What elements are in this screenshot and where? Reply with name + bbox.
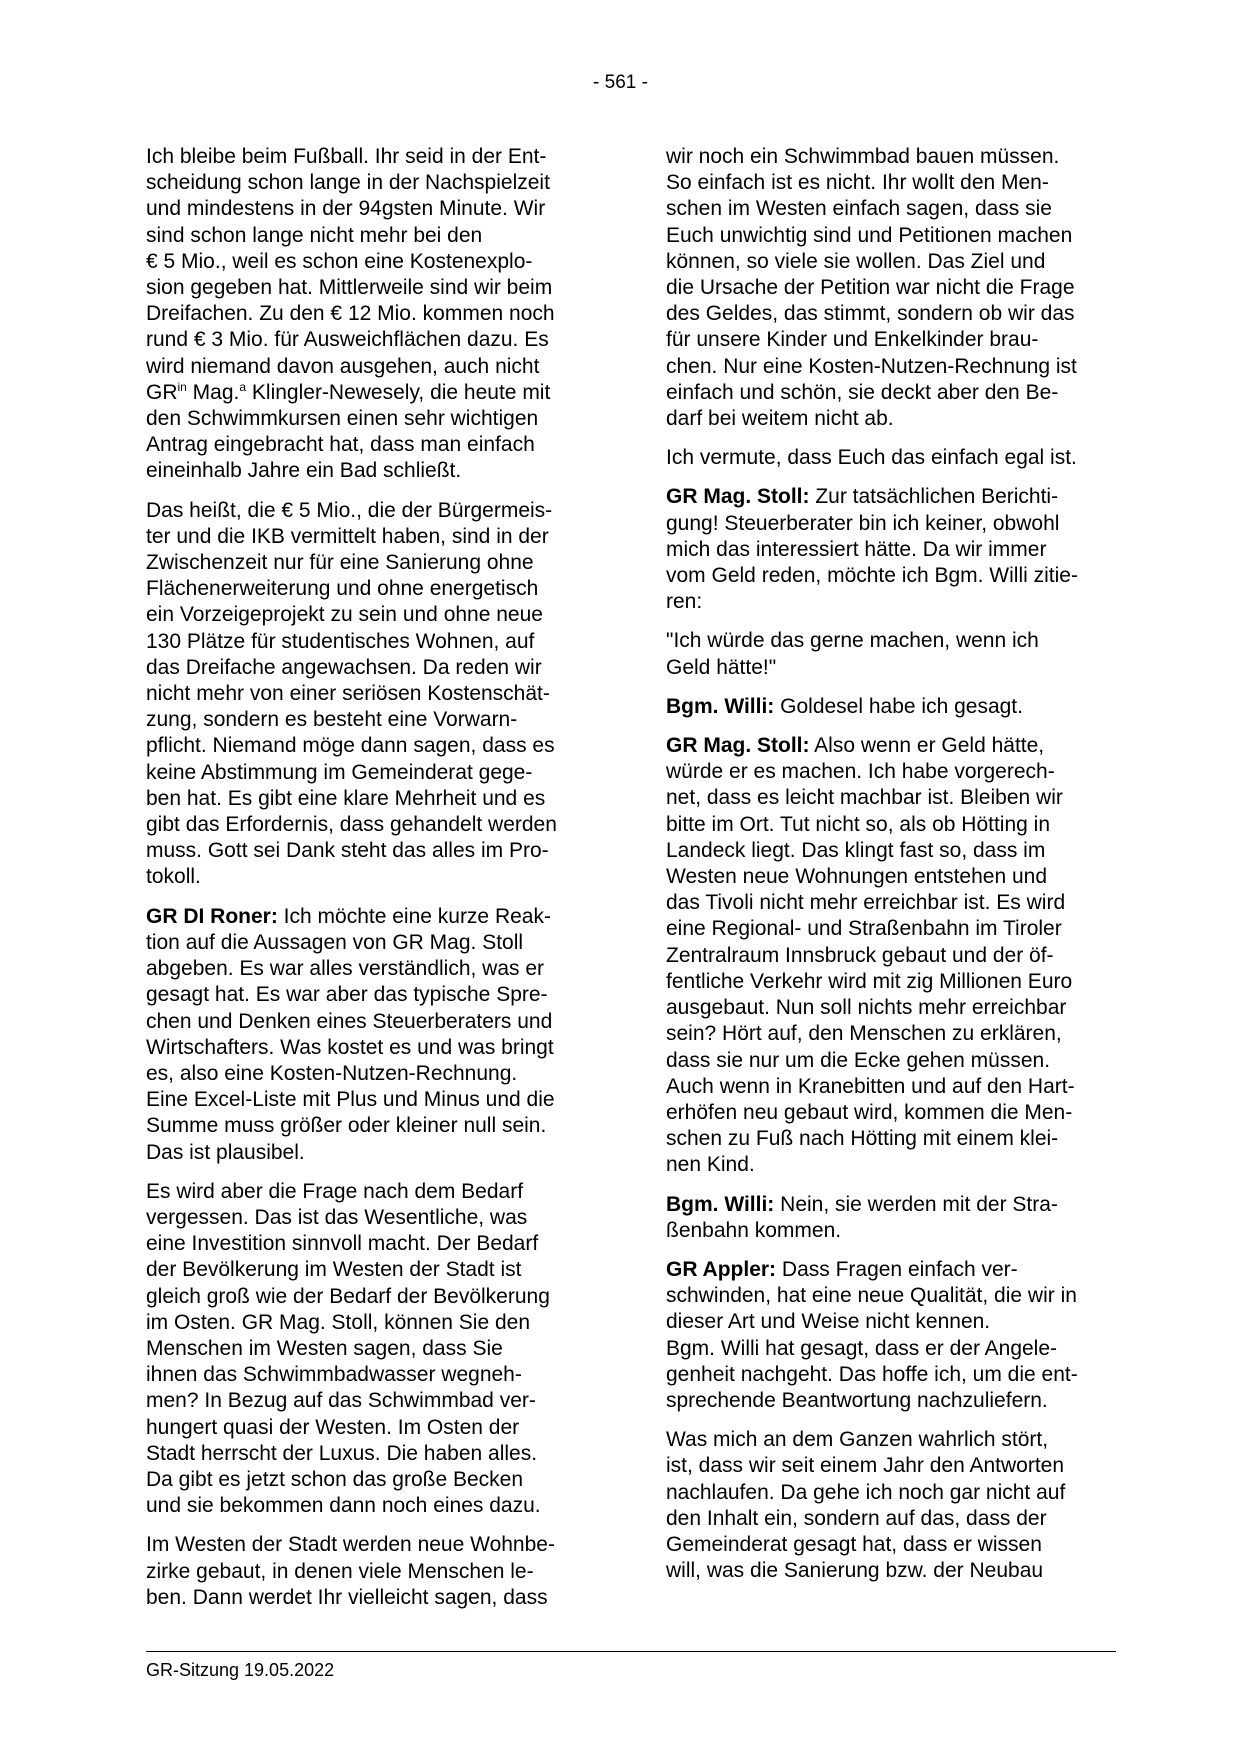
- text-line: sprechende Beantwortung nachzuliefern.: [666, 1388, 1048, 1412]
- text-line: Menschen im Westen sagen, dass Sie: [146, 1336, 503, 1360]
- text-line: bitte im Ort. Tut nicht so, als ob Hötting in: [666, 812, 1050, 836]
- paragraph: [146, 498, 610, 891]
- text-line: men? In Bezug auf das Schwimmbad ver-: [146, 1389, 536, 1413]
- text-line: das Tivoli nicht mehr erreichbar ist. Es wird: [666, 891, 1066, 915]
- speaker-name: GR Mag. Stoll:: [666, 734, 810, 758]
- mag-abbrev: Mag.: [186, 380, 240, 404]
- text-line: Bgm. Willi hat gesagt, dass er der Angele-: [666, 1336, 1058, 1360]
- text-line: genheit nachgeht. Das hoffe ich, um die ent-: [666, 1362, 1078, 1386]
- text-line: die Ursache der Petition war nicht die Frage: [666, 276, 1075, 300]
- footer-session-date: GR-Sitzung 19.05.2022: [146, 1660, 335, 1680]
- paragraph: [666, 144, 1126, 432]
- text-line: schwinden, hat eine neue Qualität, die wir in: [666, 1284, 1077, 1308]
- text-line: das Dreifache angewachsen. Da reden wir: [146, 655, 542, 679]
- text-run: Ich möchte eine kurze Reak-: [277, 904, 551, 928]
- text-line: mich das interessiert hätte. Da wir immer: [666, 537, 1047, 561]
- text-line: tokoll.: [146, 865, 201, 889]
- text-line: 130 Plätze für studentisches Wohnen, auf: [146, 629, 535, 653]
- text-line: Gemeinderat gesagt hat, dass er wissen: [666, 1532, 1042, 1556]
- text-line: € 5 Mio., weil es schon eine Kostenexplo-: [146, 249, 533, 273]
- text-line: will, was die Sanierung bzw. der Neubau: [666, 1559, 1044, 1583]
- paragraph: [146, 1179, 610, 1520]
- text-line: der Bevölkerung im Westen der Stadt ist: [146, 1258, 522, 1282]
- text-line: Ich bleibe beim Fußball. Ihr seid in der Ent-: [146, 145, 547, 168]
- text-line: schen im Westen einfach sagen, dass sie: [666, 197, 1052, 221]
- text-line: Stadt herrscht der Luxus. Die haben alles.: [146, 1441, 538, 1465]
- text-line: pflicht. Niemand möge dann sagen, dass es: [146, 734, 555, 758]
- speaker-name: GR Appler:: [666, 1257, 777, 1281]
- text-line: ßenbahn kommen.: [666, 1218, 842, 1242]
- text-line: Auch wenn in Kranebitten und auf den Hart-: [666, 1074, 1075, 1098]
- text-line: vom Geld reden, möchte ich Bgm. Willi zitie-: [666, 564, 1078, 588]
- text-line: eine Regional- und Straßenbahn im Tiroler: [666, 917, 1062, 941]
- text-line: darf bei weitem nicht ab.: [666, 407, 894, 431]
- text-line: Euch unwichtig sind und Petitionen machen: [666, 223, 1073, 247]
- text-line: fentliche Verkehr wird mit zig Millionen Euro: [666, 969, 1073, 993]
- text-line: Geld hätte!": [666, 655, 777, 679]
- speaker-name: Bgm. Willi:: [666, 1192, 775, 1216]
- text-line: dass sie nur um die Ecke gehen müssen.: [666, 1048, 1051, 1072]
- text-line: des Geldes, das stimmt, sondern ob wir das: [666, 302, 1075, 326]
- text-line: gibt das Erfordernis, dass gehandelt werden: [146, 813, 557, 837]
- text-line: Es wird aber die Frage nach dem Bedarf: [146, 1179, 524, 1203]
- text-run: Dass Fragen einfach ver-: [776, 1257, 1018, 1281]
- paragraph: [666, 694, 1126, 720]
- text-line: gesagt hat. Es war aber das typische Spre-: [146, 983, 548, 1007]
- text-line: Das ist plausibel.: [146, 1140, 305, 1164]
- text-line: [666, 694, 1126, 720]
- right-column: [666, 144, 1126, 1597]
- text-line: sion gegeben hat. Mittlerweile sind wir beim: [146, 276, 553, 300]
- text-line: muss. Gott sei Dank steht das alles im Pro-: [146, 839, 549, 863]
- text-line: hungert quasi der Westen. Im Osten der: [146, 1415, 520, 1439]
- text-line: ben. Dann werdet Ihr vielleicht sagen, dass: [146, 1585, 548, 1609]
- gr-prefix: GR: [146, 380, 178, 404]
- paragraph: [666, 1192, 1126, 1244]
- text-line: Was mich an dem Ganzen wahrlich stört,: [666, 1428, 1049, 1452]
- text-line: tion auf die Aussagen von GR Mag. Stoll: [146, 930, 524, 954]
- paragraph: [666, 1257, 1126, 1414]
- text-line: es, also eine Kosten-Nutzen-Rechnung.: [146, 1061, 518, 1085]
- text-line: chen und Denken eines Steuerberaters und: [146, 1009, 553, 1033]
- text-line: zung, sondern es besteht eine Vorwarn-: [146, 708, 518, 732]
- text-line: Da gibt es jetzt schon das große Becken: [146, 1467, 524, 1491]
- text-run: Klingler-Newesely, die heute mit: [246, 380, 551, 404]
- text-line: net, dass es leicht machbar ist. Bleiben wir: [666, 786, 1063, 810]
- text-line: würde er es machen. Ich habe vorgerech-: [666, 760, 1055, 784]
- text-line: eineinhalb Jahre ein Bad schließt.: [146, 459, 462, 483]
- text-run: Goldesel habe ich gesagt.: [774, 694, 1023, 718]
- page-number: - 561 -: [593, 72, 648, 93]
- text-line: gung! Steuerberater bin ich keiner, obwohl: [666, 511, 1060, 535]
- text-line: wird niemand davon ausgehen, auch nicht: [146, 354, 540, 378]
- text-line: ren:: [666, 590, 703, 614]
- superscript: in: [177, 379, 187, 394]
- text-line: Flächenerweiterung und ohne energetisch: [146, 577, 539, 601]
- text-line: eine Investition sinnvoll macht. Der Bedarf: [146, 1232, 539, 1256]
- text-line: den Schwimmkursen einen sehr wichtigen: [146, 407, 539, 431]
- text-line: [666, 733, 1126, 759]
- text-line: nicht mehr von einer seriösen Kostenschät-: [146, 682, 550, 706]
- text-line: Ich vermute, dass Euch das einfach egal ist.: [666, 446, 1077, 470]
- text-line: "Ich würde das gerne machen, wenn ich: [666, 629, 1039, 653]
- paragraph: [146, 904, 610, 1166]
- text-line: Landeck liegt. Das klingt fast so, dass im: [666, 838, 1046, 862]
- text-line: den Inhalt ein, sondern auf das, dass der: [666, 1506, 1047, 1530]
- text-line: ist, dass wir seit einem Jahr den Antworten: [666, 1454, 1065, 1478]
- text-line: Im Westen der Stadt werden neue Wohnbe-: [146, 1533, 555, 1557]
- text-line: rund € 3 Mio. für Ausweichflächen dazu. Es: [146, 328, 549, 352]
- paragraph: [666, 733, 1126, 1178]
- text-line: [146, 380, 610, 406]
- text-line: dieser Art und Weise nicht kennen.: [666, 1310, 991, 1334]
- paragraph: [666, 1427, 1126, 1584]
- text-line: einfach und schön, sie deckt aber den Be-: [666, 380, 1059, 404]
- text-line: [666, 1257, 1126, 1283]
- text-line: keine Abstimmung im Gemeinderat gege-: [146, 760, 533, 784]
- text-line: für unsere Kinder und Enkelkinder brau-: [666, 328, 1039, 352]
- text-line: und mindestens in der 94gsten Minute. Wir: [146, 197, 546, 221]
- superscript: a: [239, 379, 247, 394]
- text-run: Nein, sie werden mit der Stra-: [774, 1192, 1058, 1216]
- text-line: sind schon lange nicht mehr bei den: [146, 223, 483, 247]
- text-run: Zur tatsächlichen Berichti-: [809, 485, 1059, 509]
- text-line: abgeben. Es war alles verständlich, was er: [146, 957, 545, 981]
- text-line: scheidung schon lange in der Nachspielzeit: [146, 171, 550, 195]
- paragraph: [666, 445, 1126, 471]
- text-line: ein Vorzeigeprojekt zu sein und ohne neue: [146, 603, 543, 627]
- text-line: ihnen das Schwimmbadwasser wegneh-: [146, 1363, 522, 1387]
- text-line: nen Kind.: [666, 1153, 755, 1177]
- text-line: [666, 484, 1126, 510]
- text-line: können, so viele sie wollen. Das Ziel und: [666, 249, 1046, 273]
- paragraph: [666, 628, 1126, 680]
- text-line: ausgebaut. Nun soll nichts mehr erreichbar: [666, 996, 1067, 1020]
- text-line: Antrag eingebracht hat, dass man einfach: [146, 433, 535, 457]
- text-line: ter und die IKB vermittelt haben, sind in der: [146, 524, 549, 548]
- speaker-name: GR Mag. Stoll:: [666, 485, 810, 509]
- text-line: schen zu Fuß nach Hötting mit einem klei-: [666, 1127, 1059, 1151]
- text-line: Das heißt, die € 5 Mio., die der Bürgermeis-: [146, 498, 553, 522]
- text-line: im Osten. GR Mag. Stoll, können Sie den: [146, 1310, 531, 1334]
- text-run: Also wenn er Geld hätte,: [809, 734, 1045, 758]
- text-line: Dreifachen. Zu den € 12 Mio. kommen noch: [146, 302, 555, 326]
- text-line: Eine Excel-Liste mit Plus und Minus und die: [146, 1088, 555, 1112]
- paragraph: [146, 1532, 610, 1611]
- text-line: Zentralraum Innsbruck gebaut und der öf-: [666, 943, 1054, 967]
- text-line: gleich groß wie der Bedarf der Bevölkerung: [146, 1284, 550, 1308]
- text-line: chen. Nur eine Kosten-Nutzen-Rechnung ist: [666, 354, 1077, 378]
- text-line: und sie bekommen dann noch eines dazu.: [146, 1494, 541, 1518]
- text-line: vergessen. Das ist das Wesentliche, was: [146, 1205, 528, 1229]
- text-line: Zwischenzeit nur für eine Sanierung ohne: [146, 551, 534, 575]
- footer-divider: [146, 1651, 1116, 1652]
- paragraph: [666, 484, 1126, 615]
- text-line: wir noch ein Schwimmbad bauen müssen.: [666, 145, 1060, 168]
- speaker-name: GR DI Roner:: [146, 904, 278, 928]
- left-column: [146, 144, 610, 1624]
- paragraph: [146, 144, 610, 485]
- text-line: nachlaufen. Da gehe ich noch gar nicht auf: [666, 1480, 1066, 1504]
- text-line: So einfach ist es nicht. Ihr wollt den Men-: [666, 171, 1049, 195]
- text-line: Westen neue Wohnungen entstehen und: [666, 865, 1048, 889]
- text-line: [146, 904, 610, 930]
- text-line: Summe muss größer oder kleiner null sein.: [146, 1114, 547, 1138]
- text-line: [666, 1192, 1126, 1218]
- speaker-name: Bgm. Willi:: [666, 694, 775, 718]
- text-line: erhöfen neu gebaut wird, kommen die Men-: [666, 1100, 1073, 1124]
- text-line: ben hat. Es gibt eine klare Mehrheit und es: [146, 786, 546, 810]
- text-line: sein? Hört auf, den Menschen zu erklären,: [666, 1022, 1062, 1046]
- text-line: zirke gebaut, in denen viele Menschen le-: [146, 1559, 534, 1583]
- text-line: Wirtschafters. Was kostet es und was bringt: [146, 1035, 554, 1059]
